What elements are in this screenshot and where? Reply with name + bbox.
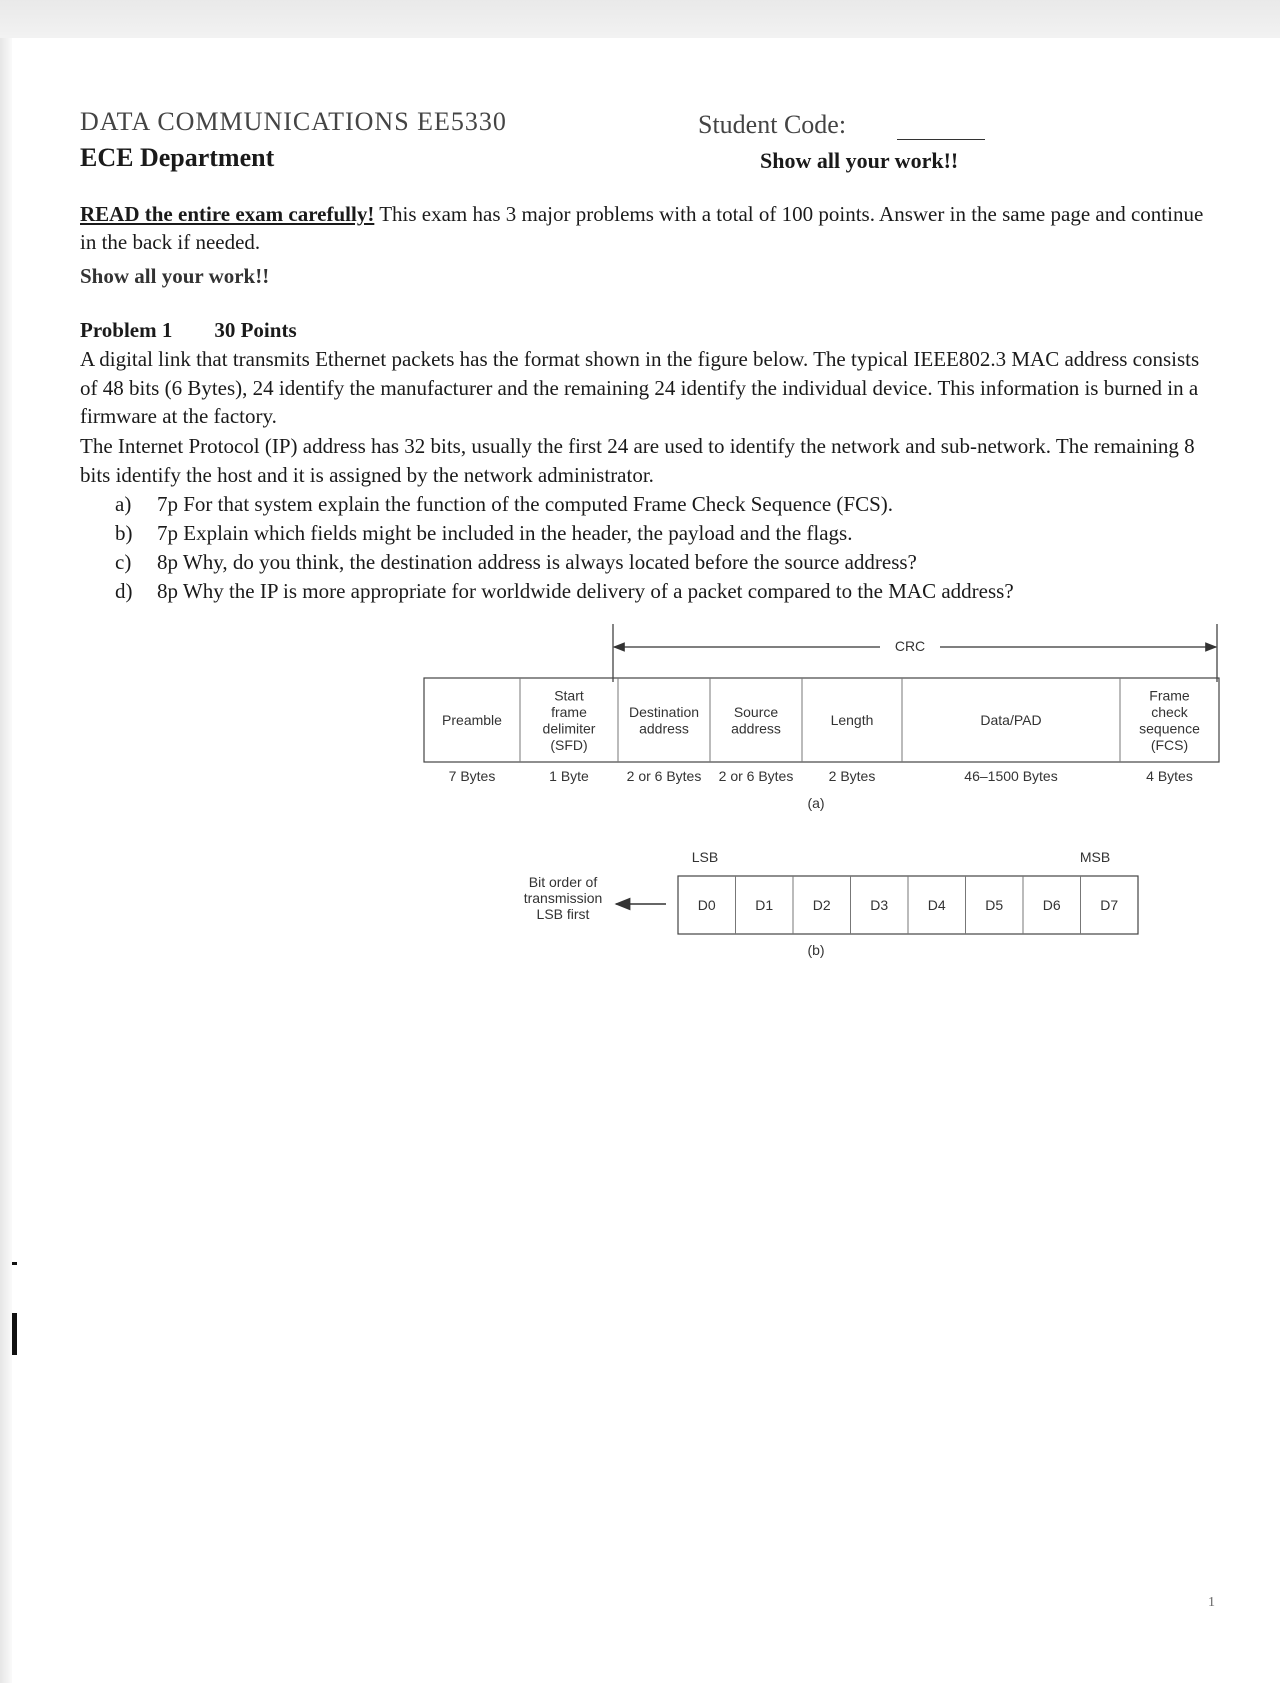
frame-field-size: 2 or 6 Bytes — [718, 768, 794, 784]
frame-field-size: 7 Bytes — [448, 768, 496, 784]
frame-field — [829, 712, 876, 784]
bit-cell-label: D6 — [1042, 897, 1061, 913]
scan-top-band — [0, 0, 1280, 38]
frame-field-label: Source — [733, 703, 779, 720]
problem-1-questions — [115, 490, 1215, 606]
page-number: 1 — [1208, 1595, 1215, 1610]
question-text: 7p For that system explain the function of the computed Frame Check Sequence (FCS). — [157, 492, 894, 516]
frame-field-label: check — [1151, 703, 1188, 720]
frame-outline — [424, 678, 1219, 762]
intro-text: This exam has 3 major problems with a total of 100 points. Answer in the same page and continue in the back if needed. — [80, 202, 1204, 254]
problem-1-paragraph-1: A digital link that transmits Ethernet packets has the format shown in the figure below. The typical IEEE802.3 MAC address consists of 48 bits (6 Bytes), 24 identify the manufacturer and the remaining 24 identify the individual device. This information is burned in a firmware at the factory. — [80, 347, 1200, 428]
question-label: a) — [115, 492, 132, 516]
problem-1-label: Problem 1 — [80, 318, 173, 342]
frame-field-label: delimiter — [542, 720, 596, 737]
frame-field — [442, 712, 502, 784]
read-carefully-label: READ the entire exam carefully! — [80, 202, 375, 226]
frame-field-label: Frame — [1149, 687, 1190, 704]
question-label: c) — [115, 550, 132, 574]
student-code-blank — [897, 139, 985, 140]
frame-field-label: Start — [554, 687, 584, 704]
frame-field — [719, 704, 794, 784]
bit-order-text — [524, 874, 603, 922]
question-item — [115, 490, 1215, 519]
scan-mark — [12, 1313, 17, 1355]
problem-1-paragraph-2: The Internet Protocol (IP) address has 32 bits, usually the first 24 are used to identify the network and sub-network. The remaining 8 bits identify the host and it is assigned by the network administrator. — [80, 434, 1195, 487]
frame-field — [964, 712, 1057, 784]
question-item — [115, 577, 1215, 606]
frame-field-label: (SFD) — [550, 736, 588, 753]
student-code-label: Student Code: — [698, 110, 847, 139]
bit-order-line: LSB first — [536, 906, 590, 922]
frame-field-size: 46–1500 Bytes — [964, 768, 1058, 784]
caption-a: (a) — [807, 795, 825, 811]
problem-1-title — [80, 318, 297, 343]
bit-cell-label: D7 — [1100, 897, 1119, 913]
frame-field-label: Preamble — [442, 712, 502, 728]
question-item — [115, 548, 1215, 577]
frame-field-label: frame — [551, 703, 587, 720]
bit-order-line: Bit order of — [528, 874, 598, 890]
bit-row — [678, 876, 1138, 934]
question-item — [115, 519, 1215, 548]
caption-b: (b) — [807, 942, 825, 958]
frame-field-label: Length — [830, 712, 874, 728]
bit-cell-label: D3 — [870, 897, 889, 913]
crc-label: CRC — [894, 638, 926, 654]
bit-cell-label: D2 — [812, 897, 831, 913]
frame-field-label: address — [639, 720, 689, 737]
course-title: DATA COMMUNICATIONS EE5330 — [80, 107, 507, 136]
bit-row-outline — [678, 876, 1138, 934]
frame-field — [543, 687, 596, 784]
bit-cell-label: D1 — [755, 897, 774, 913]
scan-left-shade — [0, 38, 12, 1683]
show-work-header: Show all your work!! — [760, 148, 959, 173]
frame-field-label: sequence — [1139, 720, 1200, 737]
frame-field-size: 4 Bytes — [1146, 768, 1193, 784]
frame-field-size: 2 or 6 Bytes — [626, 768, 702, 784]
frame-field-size: 2 Bytes — [828, 768, 876, 784]
bit-cell-label: D4 — [927, 897, 946, 913]
frame-field-size: 1 Byte — [549, 768, 589, 784]
lsb-label: LSB — [691, 849, 719, 865]
frame-field-label: (FCS) — [1150, 736, 1189, 753]
question-text: 7p Explain which fields might be included in the header, the payload and the flags. — [157, 521, 853, 545]
crc-span — [613, 624, 1217, 682]
intro-show-work: Show all your work!! — [80, 264, 270, 288]
frame-fields-row — [424, 678, 1219, 784]
frame-field-label: Data/PAD — [980, 712, 1042, 728]
frame-field — [627, 704, 702, 784]
msb-label: MSB — [1079, 849, 1111, 865]
bit-cell-label: D0 — [697, 897, 716, 913]
department-title: ECE Department — [80, 143, 275, 172]
problem-1-points: 30 Points — [214, 318, 297, 342]
frame-field — [1139, 687, 1200, 784]
scan-mark — [12, 1262, 17, 1265]
question-text: 8p Why the IP is more appropriate for worldwide delivery of a packet compared to the MAC address? — [157, 579, 1014, 603]
frame-field-label: address — [731, 720, 781, 737]
bit-cell-label: D5 — [985, 897, 1004, 913]
question-label: d) — [115, 579, 133, 603]
frame-field-label: Destination — [628, 703, 700, 720]
intro-paragraph — [80, 200, 1210, 256]
question-text: 8p Why, do you think, the destination address is always located before the source address? — [157, 550, 917, 574]
question-label: b) — [115, 521, 133, 545]
bit-order-line: transmission — [523, 890, 603, 906]
